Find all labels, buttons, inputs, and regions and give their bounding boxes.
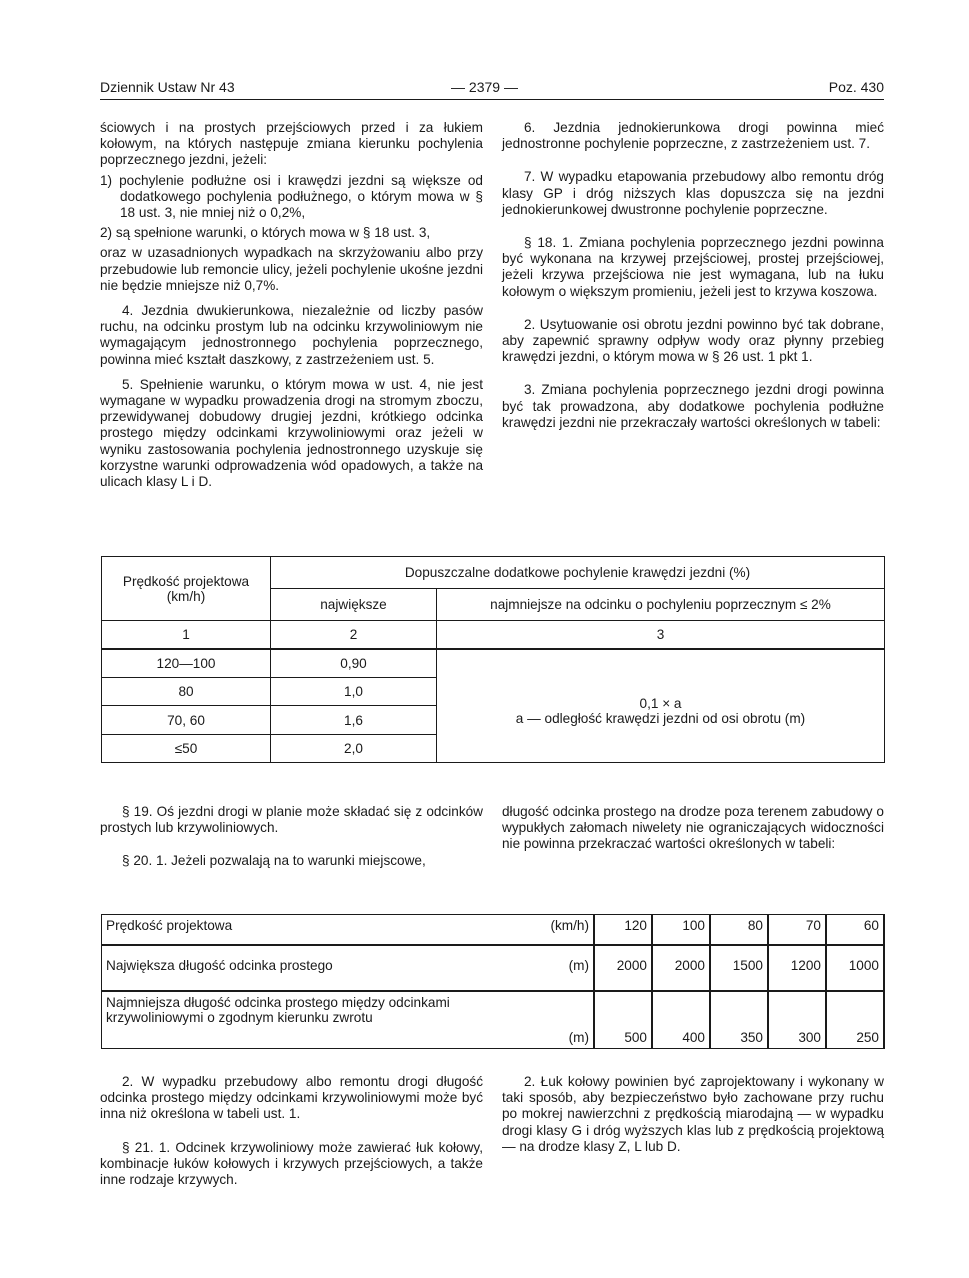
- paragraph: 4. Jezdnia dwukierunkowa, niezależnie od liczby pasów ruchu, na odcinku prostym lub na odcinku krzywoliniowym nie wymagającym jednostronnego pochylenia poprzecznego, powinna mieć kształt daszkowy, z zastrzeżeniem ust. 5.: [100, 303, 483, 367]
- straight-length-table: [101, 914, 885, 1049]
- value-cell: 1500: [710, 945, 768, 991]
- header-rule: [100, 99, 884, 100]
- row-label: Prędkość projektowa: [102, 915, 536, 946]
- paragraph: 2. Łuk kołowy powinien być zaprojektowany i wykonany w taki sposób, aby bezpieczeństwo było zachowane przy ruchu po mokrej nawierzchni z prędkością miarodajną — w wypadku drogi klasy G i dróg wyższych klas lub z prędkością projektową — na drodze klasy Z, L lub D.: [502, 1074, 884, 1154]
- value-cell: 250: [826, 991, 884, 1049]
- right-column-middle: [502, 804, 884, 862]
- row-unit: (m): [535, 991, 594, 1049]
- paragraph: 5. Spełnienie warunku, o którym mowa w ust. 4, nie jest wymagane w wypadku prowadzenia drogi na stromym zboczu, przewidywanej dobudowy drugiej jezdni, krótkiego odcinka prostego między odcinkami krzywoliniowymi oraz jeżeli w wyniku zastosowania pochylenia jednostronnego uzyskuje się korzystne warunki odprowadzenia wód opadowych, a także na ulicach klasy L i D.: [100, 376, 483, 490]
- paragraph: ściowych i na prostych przejściowych przed i za łukiem kołowym, na których następuje zmiana kierunku pochylenia poprzecznego jezdni, jeżeli:: [100, 120, 483, 168]
- paragraph: § 21. 1. Odcinek krzywoliniowy może zawierać łuk kołowy, kombinacje łuków kołowych i krzywych przejściowych, a także inne rodzaje krzywych.: [100, 1139, 483, 1188]
- paragraph: § 18. 1. Zmiana pochylenia poprzecznego jezdni powinna być wykonana na krzywej przejściowej, prostej przejściowej, jeżeli krzywa przejściowa nie jest wymagana, lub na łuku kołowym o większym promieniu, jeżeli jest to krzywa koszowa.: [502, 235, 884, 299]
- max-cell: 0,90: [271, 649, 437, 678]
- paragraph: 2. W wypadku przebudowy albo remontu drogi długość odcinka prostego między odcinkami krzywoliniowymi może być inna niż określona w tabeli ust. 1.: [100, 1074, 483, 1122]
- row-unit: (m): [535, 945, 594, 991]
- paragraph: długość odcinka prostego na drodze poza terenem zabudowy o wypukłych załomach niwelety nie ograniczających widoczności nie powinna przekraczać wartości określonych w tabeli:: [502, 804, 884, 852]
- value-cell: 60: [826, 915, 884, 946]
- max-cell: 2,0: [271, 735, 437, 763]
- value-cell: 120: [594, 915, 652, 946]
- value-cell: 2000: [594, 945, 652, 991]
- speed-cell: 70, 60: [102, 706, 271, 735]
- speed-cell: 120—100: [102, 649, 271, 678]
- right-column-upper: [502, 120, 884, 440]
- paragraph: § 20. 1. Jeżeli pozwalają na to warunki miejscowe,: [122, 853, 426, 869]
- slope-table: [101, 556, 885, 763]
- header-group: Dopuszczalne dodatkowe pochylenie krawędzi jezdni (%): [271, 557, 885, 589]
- value-cell: 400: [652, 991, 710, 1049]
- paragraph: 3. Zmiana pochylenia poprzecznego jezdni drogi powinna być tak prowadzona, aby dodatkowe pochylenia podłużne krawędzi jezdni nie przekraczały wartości określonych w tabeli:: [502, 382, 884, 430]
- paragraph: § 19. Oś jezdni drogi w planie może składać się z odcinków prostych lub krzywoliniowych.: [100, 804, 483, 836]
- paragraph: 7. W wypadku etapowania przebudowy albo remontu dróg klasy GP i dróg niższych klas dopuszcza się na jezdni jednokierunkowej dwustronne pochylenie poprzeczne.: [502, 169, 884, 217]
- left-column-middle: [100, 804, 483, 879]
- value-cell: 80: [710, 915, 768, 946]
- speed-cell: ≤50: [102, 735, 271, 763]
- column-number: 3: [437, 621, 885, 649]
- list-item: 2) są spełnione warunki, o których mowa w § 18 ust. 3,: [100, 225, 431, 241]
- row-label: Najmniejsza długość odcinka prostego między odcinkami krzywoliniowymi o zgodnym kierunku zwrotu: [102, 991, 536, 1049]
- value-cell: 500: [594, 991, 652, 1049]
- position-number: Poz. 430: [828, 79, 884, 95]
- list-item: 1) pochylenie podłużne osi i krawędzi jezdni są większe od dodatkowego pochylenia podłużnego, o którym mowa w § 18 ust. 3, nie mniej niż o 0,2%,: [100, 172, 483, 221]
- left-column-lower: [100, 1074, 483, 1197]
- header-max: największe: [271, 589, 437, 621]
- journal-title: Dziennik Ustaw Nr 43: [100, 79, 235, 95]
- value-cell: 2000: [652, 945, 710, 991]
- left-column-upper: [100, 120, 483, 499]
- column-number: 2: [271, 621, 437, 649]
- paragraph: 2. Usytuowanie osi obrotu jezdni powinno być tak dobrane, aby zapewnić sprawny odpływ wody oraz płynny przebieg krawędzi jezdni, o którym mowa w § 26 ust. 1 pkt 1.: [502, 316, 884, 365]
- max-cell: 1,6: [271, 706, 437, 735]
- max-cell: 1,0: [271, 678, 437, 706]
- value-cell: 100: [652, 915, 710, 946]
- row-unit: (km/h): [535, 915, 594, 946]
- row-label: Największa długość odcinka prostego: [102, 945, 536, 991]
- value-cell: 1000: [826, 945, 884, 991]
- formula: 0,1 × a: [639, 695, 682, 711]
- column-number: 1: [102, 621, 271, 649]
- formula-cell: [437, 649, 885, 763]
- value-cell: 300: [768, 991, 826, 1049]
- paragraph: oraz w uzasadnionych wypadkach na skrzyżowaniu albo przy przebudowie lub remoncie ulicy, jeżeli pochylenie ukośne jezdni nie będzie mniejsze niż 0,7%.: [100, 245, 483, 293]
- header-speed: Prędkość projektowa (km/h): [102, 557, 271, 621]
- paragraph: 6. Jezdnia jednokierunkowa drogi powinna mieć jednostronne pochylenie poprzeczne, z zastrzeżeniem ust. 7.: [502, 120, 884, 152]
- value-cell: 1200: [768, 945, 826, 991]
- header-min: najmniejsze na odcinku o pochyleniu poprzecznym ≤ 2%: [437, 589, 885, 621]
- right-column-lower: [502, 1074, 884, 1164]
- value-cell: 70: [768, 915, 826, 946]
- page-number: — 2379 —: [451, 79, 518, 95]
- speed-cell: 80: [102, 678, 271, 706]
- formula-note: a — odległość krawędzi jezdni od osi obrotu (m): [515, 710, 806, 726]
- value-cell: 350: [710, 991, 768, 1049]
